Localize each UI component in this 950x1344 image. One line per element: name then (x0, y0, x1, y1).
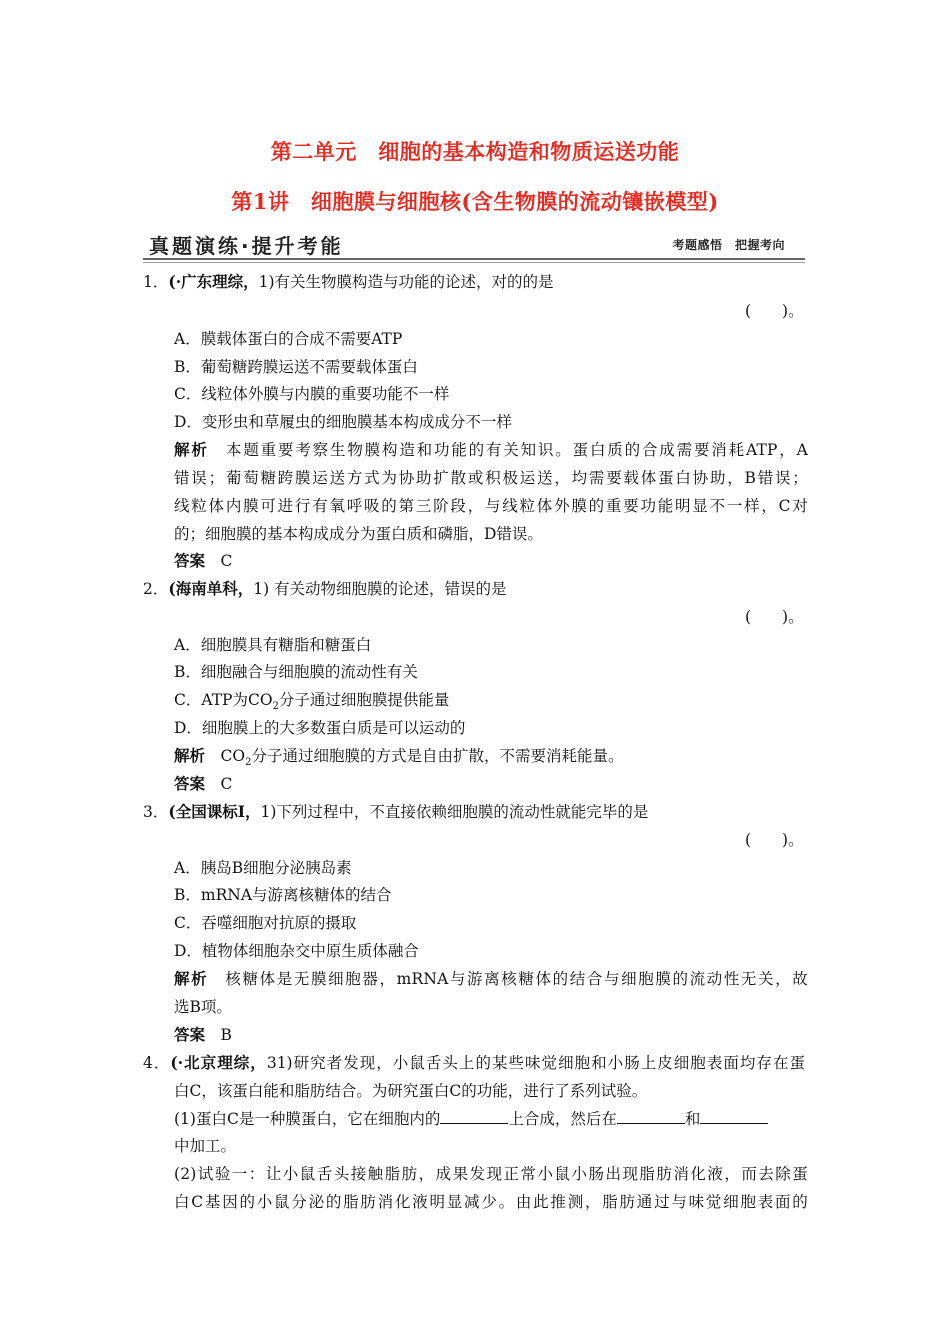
q2-answer (174, 774, 232, 794)
q1-answer-value: C (220, 552, 233, 570)
banner-rule-thin (143, 262, 805, 263)
q4-blank-1[interactable] (440, 1108, 508, 1124)
q2-stem (143, 579, 507, 599)
q2-option-c-sub: 2 (272, 701, 279, 713)
q2-option-a: A．细胞膜具有糖脂和糖蛋白 (174, 636, 372, 654)
q3-option-b: B．mRNA与游离核糖体的结合 (174, 886, 392, 904)
section-banner (143, 228, 805, 260)
q1-option-d: D．变形虫和草履虫的细胞膜基本构成成分不一样 (174, 413, 512, 431)
q2-option-c (174, 690, 450, 713)
q4-part-1-text-a: (1)蛋白C是一种膜蛋白，它在细胞内的 (174, 1110, 441, 1128)
q3-number: 3． (143, 803, 169, 821)
q2-analysis-pre: CO (220, 747, 246, 765)
q4-stem (143, 1053, 805, 1073)
q2-analysis-sub: 2 (245, 757, 252, 769)
lesson-title: 第1讲 细胞膜与细胞核(含生物膜的流动镶嵌模型) (231, 189, 719, 214)
q4-part-1-text-c: 和 (684, 1110, 701, 1128)
q3-answer-label: 答案 (174, 1025, 206, 1044)
q3-option-c: C．吞噬细胞对抗原的摄取 (174, 914, 357, 932)
q4-text: 31)研究者发现，小鼠舌头上的某些味觉细胞和小肠上皮细胞表面均存在蛋 (266, 1054, 805, 1072)
q3-text: 1)下列过程中，不直接依赖细胞膜的流动性就能完毕的是 (260, 803, 649, 821)
q2-analysis (174, 746, 624, 769)
q3-answer (174, 1025, 232, 1045)
q3-source: (全国课标Ⅰ， (168, 802, 261, 821)
q4-part-1-line-2: 中加工。 (174, 1137, 237, 1155)
q1-option-c: C．线粒体外膜与内膜的重要功能不一样 (174, 385, 450, 403)
q3-answer-value: B (220, 1026, 232, 1044)
q4-stem-line-2: 白C，该蛋白能和脂肪结合。为研究蛋白C的功能，进行了系列试验。 (174, 1082, 648, 1100)
q2-option-c-pre: C．ATP为CO (174, 691, 273, 709)
q4-source: (·北京理综， (170, 1053, 267, 1072)
q3-option-a: A．胰岛B细胞分泌胰岛素 (174, 859, 352, 877)
q1-analysis-line-4: 的；细胞膜的基本构成成分为蛋白质和磷脂，D错误。 (174, 525, 543, 543)
q4-part-2-line-1: (2)试验一：让小鼠舌头接触脂肪，成果发现正常小鼠小肠出现脂肪消化液，而去除蛋 (174, 1165, 808, 1183)
q1-answer-bracket: ( )。 (745, 302, 804, 320)
q3-analysis-line-1 (174, 969, 808, 989)
q2-source: (海南单科， (168, 579, 254, 598)
q2-option-c-post: 分子通过细胞膜提供能量 (278, 691, 450, 709)
q4-number: 4． (143, 1054, 171, 1072)
banner-rule (143, 258, 805, 260)
q1-option-b: B．葡萄糖跨膜运送不需要载体蛋白 (174, 358, 418, 376)
q2-option-d: D．细胞膜上的大多数蛋白质是可以运动的 (174, 719, 466, 737)
q2-answer-label: 答案 (174, 774, 206, 793)
banner-subheading: 考题感悟 把握考向 (672, 238, 785, 252)
q3-answer-bracket: ( )。 (745, 831, 804, 849)
q1-text: 1)有关生物膜构造与功能的论述，对的的是 (258, 273, 554, 291)
q4-part-2-line-2: 白C基因的小鼠分泌的脂肪消化液明显减少。由此推测，脂肪通过与味觉细胞表面的 (174, 1193, 808, 1211)
q3-option-d: D．植物体细胞杂交中原生质体融合 (174, 942, 419, 960)
q1-answer-label: 答案 (174, 551, 206, 570)
unit-title: 第二单元 细胞的基本构造和物质运送功能 (270, 139, 680, 164)
q2-number: 2． (143, 580, 169, 598)
q1-stem (143, 272, 554, 292)
q3-stem (143, 802, 648, 822)
q1-analysis-text-1: 本题重要考察生物膜构造和功能的有关知识。蛋白质的合成需要消耗ATP，A (226, 441, 809, 459)
q4-part-1 (174, 1108, 768, 1129)
q2-answer-bracket: ( )。 (745, 608, 804, 626)
q2-analysis-label: 解析 (174, 746, 206, 765)
q3-analysis-text-1: 核糖体是无膜细胞器，mRNA与游离核糖体的结合与细胞膜的流动性无关，故 (225, 970, 808, 988)
q1-number: 1． (143, 273, 169, 291)
q4-part-1-text-b: 上合成，然后在 (508, 1110, 617, 1128)
q2-answer-value: C (220, 775, 233, 793)
q1-source: (·广东理综， (168, 272, 259, 291)
q1-option-a: A．膜载体蛋白的合成不需要ATP (174, 330, 403, 348)
q2-text: 1) 有关动物细胞膜的论述，错误的是 (253, 580, 507, 598)
q2-option-b: B．细胞融合与细胞膜的流动性有关 (174, 663, 418, 681)
q1-analysis-label: 解析 (174, 440, 209, 459)
q3-analysis-line-2: 选B项。 (174, 998, 232, 1016)
q4-blank-3[interactable] (700, 1108, 768, 1124)
banner-heading: 真题演练·提升考能 (149, 234, 344, 258)
q3-analysis-label: 解析 (174, 969, 209, 988)
q4-blank-2[interactable] (617, 1108, 685, 1124)
q1-analysis-line-2: 错误；葡萄糖跨膜运送方式为协助扩散或积极运送，均需要载体蛋白协助，B错误； (174, 469, 808, 487)
q1-analysis-line-1 (174, 440, 808, 460)
q1-analysis-line-3: 线粒体内膜可进行有氧呼吸的第三阶段，与线粒体外膜的重要功能明显不一样，C对 (174, 497, 808, 515)
q2-analysis-post: 分子通过细胞膜的方式是自由扩散，不需要消耗能量。 (251, 747, 624, 765)
q1-answer (174, 551, 232, 571)
